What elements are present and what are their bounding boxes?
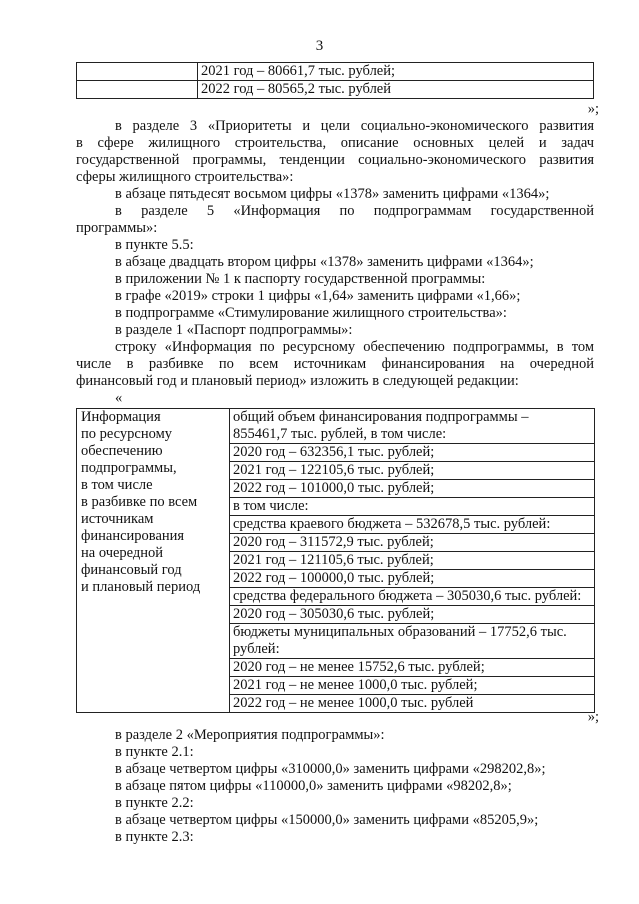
page-number: 3 — [315, 38, 324, 54]
closing-quote: »; — [587, 709, 599, 725]
row-header-line: финансирования — [81, 528, 185, 544]
paragraph-line: в пункте 2.1: — [115, 744, 194, 760]
funding-line: 855461,7 тыс. рублей, в том числе: — [230, 426, 594, 444]
row-header-line: источникам — [81, 511, 154, 527]
opening-quote: « — [115, 390, 123, 406]
row-header-line: на очередной — [81, 545, 164, 561]
funding-line: 2021 год – не менее 1000,0 тыс. рублей; — [230, 677, 594, 695]
row-header-line: и плановый период — [81, 579, 201, 595]
paragraph-line: в пункте 5.5: — [115, 237, 194, 253]
funding-line: 2022 год – не менее 1000,0 тыс. рублей — [233, 695, 474, 711]
funding-line: 2021 год – 122105,6 тыс. рублей; — [230, 462, 594, 480]
funding-line: бюджеты муниципальных образований – 17752,6 тыс. — [233, 624, 567, 640]
row-header-line: по ресурсному — [81, 426, 173, 442]
funding-line: средства краевого бюджета – 532678,5 тыс. рублей: — [230, 516, 594, 534]
paragraph-line: финансовый год и плановый период» изложить в следующей редакции: — [76, 373, 519, 389]
paragraph-line: в разделе 1 «Паспорт подпрограммы»: — [115, 322, 353, 338]
resource-info-table — [76, 408, 595, 713]
paragraph-line: в пункте 2.3: — [115, 829, 194, 845]
table-row — [77, 409, 595, 713]
paragraph-line: в подпрограмме «Стимулирование жилищного строительства»: — [115, 305, 507, 321]
paragraph-line: в сфере жилищного строительства, описание основных целей и задач — [76, 135, 594, 151]
paragraph-line: в разделе 3 «Приоритеты и цели социально-экономического развития — [115, 118, 594, 134]
row-header-line: в разбивке по всем — [81, 494, 198, 510]
table-row — [77, 81, 594, 99]
paragraph-line: в разделе 5 «Информация по подпрограммам государственной — [115, 203, 594, 219]
row-header-line: подпрограммы, — [81, 460, 177, 476]
paragraph-line: в пункте 2.2: — [115, 795, 194, 811]
paragraph-line: в абзаце четвертом цифры «310000,0» заменить цифрами «298202,8»; — [115, 761, 546, 777]
funding-line: в том числе: — [230, 498, 594, 516]
table-cell: 2022 год – 80565,2 тыс. рублей — [198, 81, 594, 99]
table-row — [77, 63, 594, 81]
paragraph-line: числе в разбивке по всем источникам финансирования на очередной — [76, 356, 594, 372]
funding-line: 2020 год – 632356,1 тыс. рублей; — [230, 444, 594, 462]
row-header-line: в том числе — [81, 477, 153, 493]
funding-line: общий объем финансирования подпрограммы – — [233, 409, 529, 425]
paragraph-line: в разделе 2 «Мероприятия подпрограммы»: — [115, 727, 385, 743]
paragraph-line: в абзаце четвертом цифры «150000,0» заменить цифрами «85205,9»; — [115, 812, 539, 828]
funding-details-cell — [230, 409, 595, 713]
funding-table-fragment — [76, 62, 594, 99]
paragraph-line: в графе «2019» строки 1 цифры «1,64» заменить цифрами «1,66»; — [115, 288, 521, 304]
paragraph-line: в приложении № 1 к паспорту государственной программы: — [115, 271, 486, 287]
table-cell-empty — [77, 81, 198, 99]
row-header-line: финансовый год — [81, 562, 182, 578]
row-header-line: обеспечению — [81, 443, 163, 459]
funding-line: средства федерального бюджета – 305030,6 тыс. рублей: — [230, 588, 594, 606]
row-header-cell — [77, 409, 230, 713]
row-header-line: Информация — [81, 409, 161, 425]
funding-line: 2020 год – 311572,9 тыс. рублей; — [230, 534, 594, 552]
paragraph-line: государственной программы, тенденции социально-экономического развития — [76, 152, 594, 168]
paragraph-line: в абзаце двадцать втором цифры «1378» заменить цифрами «1364»; — [115, 254, 534, 270]
table-cell: 2021 год – 80661,7 тыс. рублей; — [198, 63, 594, 81]
table-cell-empty — [77, 63, 198, 81]
funding-line: 2020 год – не менее 15752,6 тыс. рублей; — [230, 659, 594, 677]
funding-line: 2020 год – 305030,6 тыс. рублей; — [230, 606, 594, 624]
paragraph-line: сферы жилищного строительства»: — [76, 169, 294, 185]
closing-quote: »; — [587, 101, 599, 117]
paragraph-line: в абзаце пятьдесят восьмом цифры «1378» заменить цифрами «1364»; — [115, 186, 550, 202]
funding-line: 2022 год – 101000,0 тыс. рублей; — [230, 480, 594, 498]
paragraph-line: в абзаце пятом цифры «110000,0» заменить цифрами «98202,8»; — [115, 778, 512, 794]
paragraph-line: строку «Информация по ресурсному обеспечению подпрограммы, в том — [115, 339, 594, 355]
paragraph-line: программы»: — [76, 220, 158, 236]
funding-line: рублей: — [230, 641, 594, 659]
funding-line: 2022 год – 100000,0 тыс. рублей; — [230, 570, 594, 588]
funding-line: 2021 год – 121105,6 тыс. рублей; — [230, 552, 594, 570]
